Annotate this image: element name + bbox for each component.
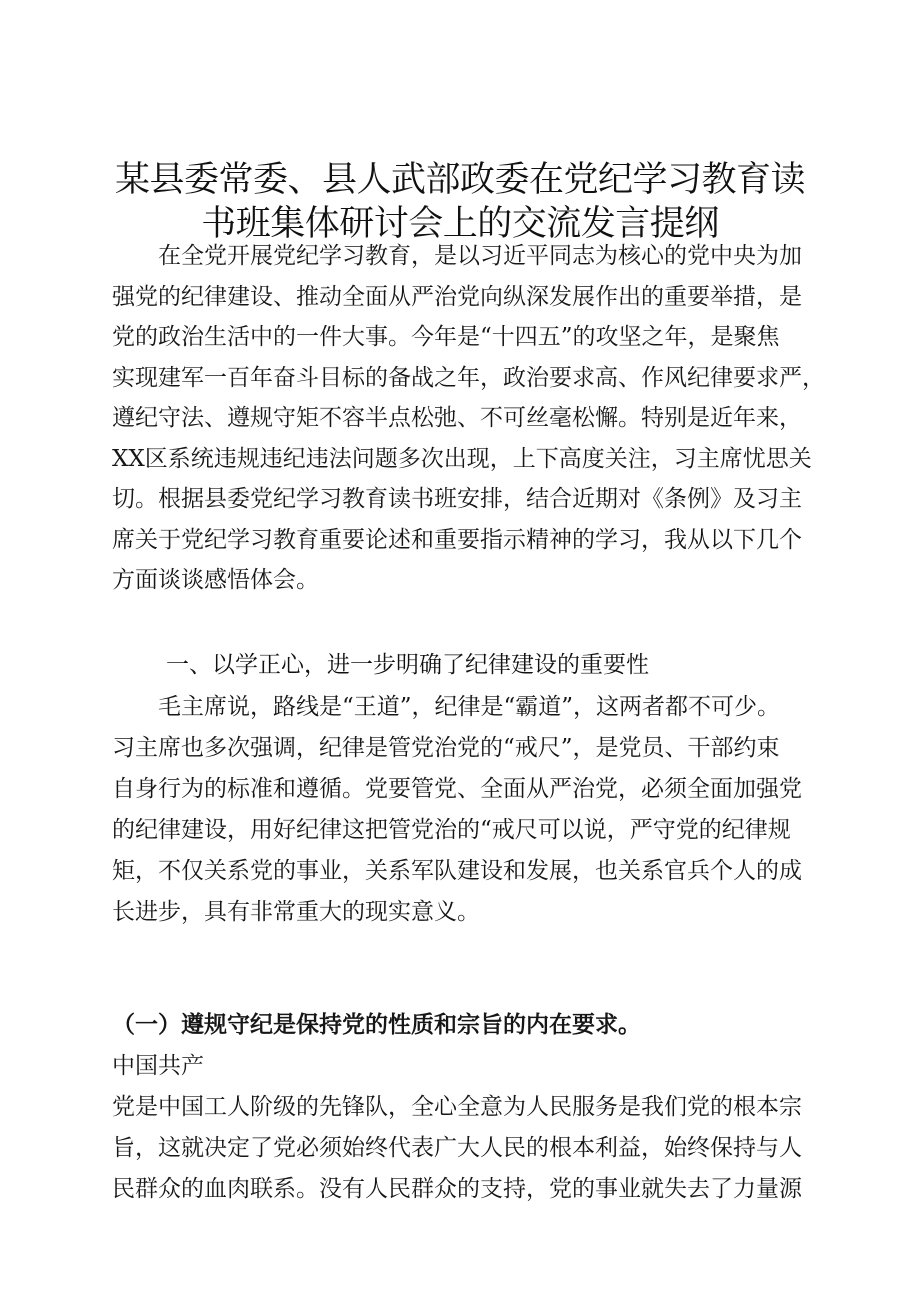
text-line: 长进步，具有非常重大的现实意义。 [112, 899, 480, 925]
text-line: 强党的纪律建设、推动全面从严治党向纵深发展作出的重要举措，是 [112, 283, 802, 310]
text-line: 方面谈谈感悟体会。 [112, 567, 319, 593]
text-line: 在全党开展党纪学习教育，是以习近平同志为核心的党中央为加 [112, 243, 802, 269]
title-line-1: 某县委常委、县人武部政委在党纪学习教育读 [114, 160, 805, 200]
document-title [100, 158, 820, 246]
text-line [112, 964, 812, 1087]
text-line: 党是中国工人阶级的先锋队，全心全意为人民服务是我们党的根本宗 [112, 1094, 802, 1120]
text-line: 民群众的血肉联系。没有人民群众的支持，党的事业就失去了力量源 [112, 1176, 802, 1202]
text-line: 党的政治生活中的一件大事。今年是“十四五”的攻坚之年，是聚焦 [112, 324, 780, 350]
text-line: 切。根据县委党纪学习教育读书班安排，结合近期对《条例》及习主 [112, 486, 802, 512]
subsection-lead-tail: 中国共产 [112, 1053, 204, 1079]
text-line: 的纪律建设，用好纪律这把管党治的“戒尺可以说，严守党的纪律规 [112, 817, 791, 843]
text-line: 席关于党纪学习教育重要论述和重要指示精神的学习，我从以下几个 [112, 526, 802, 553]
text-line: 毛主席说，路线是“王道”，纪律是“霸道”，这两者都不可少。 [112, 694, 781, 720]
text-line: 旨，这就决定了党必须始终代表广大人民的根本利益，始终保持与人 [112, 1135, 802, 1161]
text-line: 遵纪守法、遵规守矩不容半点松弛、不可丝毫松懈。特别是近年来， [112, 405, 802, 431]
title-line-2: 书班集体研讨会上的交流发言提纲 [201, 204, 719, 244]
text-line: 矩，不仅关系党的事业，关系军队建设和发展，也关系官兵个人的成 [112, 858, 802, 884]
subsection1-paragraph [112, 964, 812, 1210]
text-line: XX区系统违规违纪违法问题多次出现，上下高度关注，习主席忧思关 [112, 445, 812, 472]
section-heading: 一、以学正心，进一步明确了纪律建设的重要性 [166, 652, 649, 678]
subsection-lead: （一）遵规守纪是保持党的性质和宗旨的内在要求。 [112, 1012, 641, 1038]
text-line: 实现建军一百年奋斗目标的备战之年，政治要求高、作风纪律要求严， [112, 364, 825, 391]
text-line: 习主席也多次强调，纪律是管党治党的“戒尺”，是党员、干部约束 [112, 735, 780, 761]
intro-paragraph [112, 236, 825, 601]
section1-paragraph [112, 687, 812, 933]
text-line: 自身行为的标准和遵循。党要管党、全面从严治党，必须全面加强党 [112, 776, 802, 802]
